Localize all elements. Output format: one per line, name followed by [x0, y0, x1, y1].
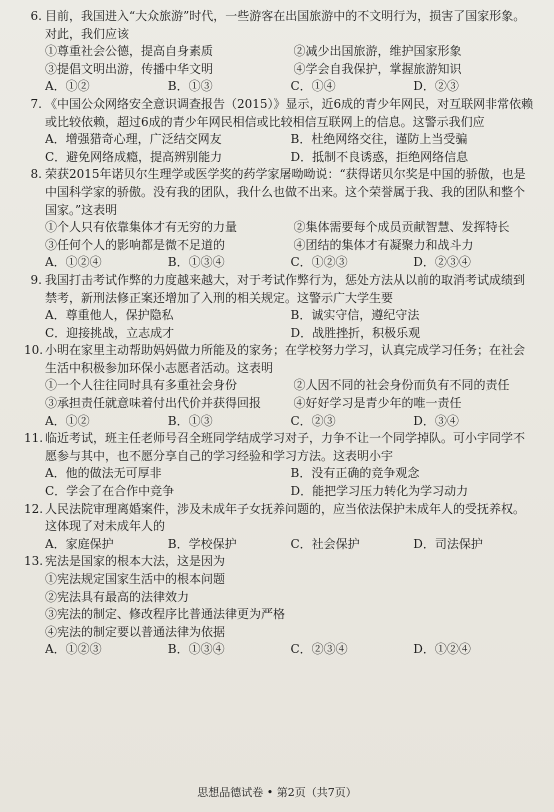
option-b: B．没有正确的竞争观念 — [290, 466, 420, 481]
question-number: 13. — [24, 554, 44, 569]
answer-options — [24, 78, 536, 96]
question-number: 9. — [30, 272, 42, 287]
page-footer: 思想品德试卷 • 第2页（共7页） — [197, 786, 357, 800]
option-b: B．学校保护 — [167, 536, 237, 551]
statement: ④好好学习是青少年的唯一责任 — [293, 396, 462, 411]
option-a: A．增强猎奇心理，广泛结交网友 — [45, 132, 222, 147]
question-stem: 《中国公众网络安全意识调查报告（2015）》显示，近6成的青少年网民，对互联网非常依赖或比较依赖，超过6成的青少年网民相信或比较相信互联网上的信息。这警示我们应 — [45, 96, 534, 129]
question-stem: 宪法是国家的根本大法，这是因为 — [45, 554, 226, 569]
question-stem: 荣获2015年诺贝尔生理学或医学奖的药学家屠呦呦说：“获得诺贝尔奖是中国的骄傲，也是中国科学家的骄傲。没有我的团队，我什么也做不出来。这个荣誉属于我、我的团队和整个国家。”这表明 — [45, 167, 526, 217]
option-a: A．①② — [45, 79, 90, 94]
option-d: D．③④ — [413, 413, 459, 428]
option-c: C．①④ — [290, 79, 336, 94]
question-stem: 人民法院审理离婚案件，涉及未成年子女抚养问题的，应当依法保护未成年人的受抚养权。这体现了对未成年人的 — [45, 501, 526, 534]
option-d: D．能把学习压力转化为学习动力 — [290, 484, 469, 499]
question-9 — [24, 272, 536, 342]
option-d: D．②③④ — [413, 255, 471, 270]
option-c: C．避免网络成瘾，提高辨别能力 — [45, 149, 223, 164]
question-stem: 小明在家里主动帮助妈妈做力所能及的家务；在学校努力学习，认真完成学习任务；在社会生活中积极参加环保小志愿者活动。这表明 — [45, 343, 526, 375]
question-12 — [24, 501, 536, 554]
answer-options — [24, 254, 536, 272]
option-a: A．家庭保护 — [45, 536, 114, 551]
option-b: B．①③ — [167, 413, 213, 428]
statement: ③承担责任就意味着付出代价并获得回报 — [45, 396, 262, 411]
statement: ①尊重社会公德，提高自身素质 — [45, 44, 214, 59]
statement: ①宪法规定国家生活中的根本问题 — [45, 572, 226, 586]
option-d: D．②③ — [413, 79, 459, 94]
option-a: A．尊重他人，保护隐私 — [45, 308, 174, 323]
option-c: C．②③ — [290, 413, 336, 428]
statement: ②人因不同的社会身份而负有不同的责任 — [293, 378, 510, 393]
option-b: B．①③ — [167, 79, 213, 94]
option-b: B．杜绝网络交往，谨防上当受骗 — [290, 132, 468, 147]
answer-options — [24, 465, 536, 500]
question-10 — [24, 342, 536, 430]
answer-options — [24, 413, 536, 431]
statement: ③任何个人的影响都是微不足道的 — [45, 237, 226, 252]
question-number: 11. — [24, 431, 44, 446]
answer-options — [24, 641, 536, 659]
statement: ②集体需要每个成员贡献智慧、发挥特长 — [293, 220, 510, 235]
option-c: C．①②③ — [290, 255, 348, 270]
question-number: 6. — [30, 9, 42, 23]
option-c: C．迎接挑战，立志成才 — [45, 325, 175, 340]
statement-list — [24, 377, 536, 412]
statement: ④学会自我保护，掌握旅游知识 — [293, 61, 462, 76]
question-number: 12. — [24, 501, 44, 516]
question-number: 8. — [30, 167, 42, 182]
question-11 — [24, 430, 536, 500]
option-d: D．抵制不良诱惑，拒绝网络信息 — [290, 149, 469, 164]
question-7 — [24, 96, 536, 166]
statement: ②减少出国旅游，维护国家形象 — [293, 44, 462, 59]
answer-options — [24, 307, 536, 342]
option-b: B．①③④ — [167, 642, 225, 657]
statement-list — [24, 43, 536, 78]
statement: ①个人只有依靠集体才有无穷的力量 — [45, 220, 238, 235]
answer-options — [24, 536, 536, 554]
option-b: B．①③④ — [167, 255, 225, 270]
option-c: C．②③④ — [290, 642, 348, 657]
option-a: A．①② — [45, 413, 90, 428]
question-13 — [24, 553, 536, 659]
statement: ③宪法的制定、修改程序比普通法律更为严格 — [45, 607, 286, 622]
statement: ④宪法的制定要以普通法律为依据 — [45, 624, 226, 639]
question-stem: 目前，我国进入“大众旅游”时代，一些游客在出国旅游中的不文明行为，损害了国家形象。对此，我们应该 — [45, 9, 526, 41]
question-number: 10. — [24, 343, 44, 358]
question-8 — [24, 166, 536, 272]
option-c: C．社会保护 — [290, 536, 360, 551]
question-6 — [24, 8, 536, 96]
statement: ③提倡文明出游，传播中华文明 — [45, 61, 214, 76]
question-stem: 我国打击考试作弊的力度越来越大，对于考试作弊行为，惩处方法从以前的取消考试成绩到禁考，新刑法修正案还增加了入刑的相关规定。这警示广大学生要 — [45, 272, 526, 305]
option-d: D．司法保护 — [413, 536, 483, 551]
option-b: B．诚实守信，遵纪守法 — [290, 308, 420, 323]
statement: ④团结的集体才有凝聚力和战斗力 — [293, 237, 474, 252]
statement: ①一个人往往同时具有多重社会身份 — [45, 378, 238, 393]
option-c: C．学会了在合作中竞争 — [45, 484, 175, 499]
question-stem: 临近考试，班主任老师号召全班同学结成学习对子，力争不让一个同学掉队。可小宇同学不愿参与其中，也不愿分享自己的学习经验和学习方法。这表明小宇 — [45, 431, 526, 463]
option-d: D．①②④ — [413, 642, 471, 657]
option-a: A．①②③ — [45, 642, 102, 657]
answer-options — [24, 131, 536, 166]
option-a: A．他的做法无可厚非 — [45, 466, 162, 481]
option-d: D．战胜挫折，积极乐观 — [290, 325, 421, 340]
statement-list — [24, 219, 536, 254]
option-a: A．①②④ — [45, 255, 102, 270]
question-number: 7. — [30, 96, 42, 111]
statement: ②宪法具有最高的法律效力 — [45, 589, 190, 604]
statement-list — [24, 571, 536, 641]
